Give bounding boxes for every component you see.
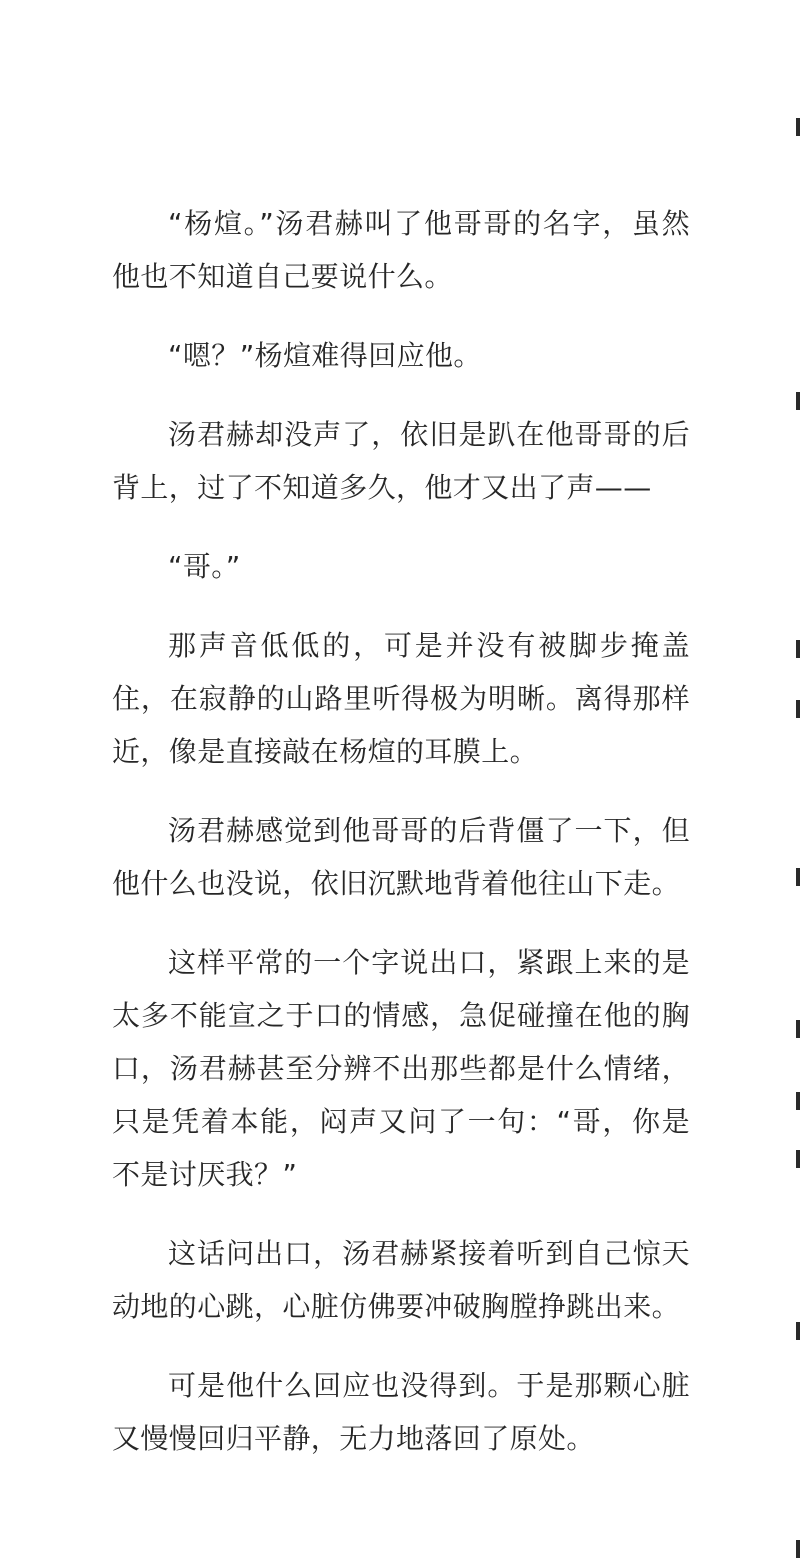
paragraph-9: 可是他什么回应也没得到。于是那颗心脏又慢慢回归平静，无力地落回了原处。 [112, 1369, 690, 1455]
paragraph-8: 这话问出口，汤君赫紧接着听到自己惊天动地的心跳，心脏仿佛要冲破胸膛挣跳出来。 [112, 1237, 690, 1323]
chapter-text [112, 197, 690, 1491]
edge-glyph-fragment [796, 1322, 800, 1340]
edge-glyph-fragment [796, 1540, 800, 1558]
edge-glyph-fragment [796, 392, 800, 410]
paragraph-3: 汤君赫却没声了，依旧是趴在他哥哥的后背上，过了不知道多久，他才又出了声—— [112, 418, 690, 504]
edge-glyph-fragment [796, 640, 800, 658]
paragraph-6: 汤君赫感觉到他哥哥的后背僵了一下，但他什么也没说，依旧沉默地背着他往山下走。 [112, 814, 690, 900]
edge-glyph-fragment [796, 868, 800, 886]
paragraph-4: “哥。” [168, 550, 241, 583]
paragraph-7: 这样平常的一个字说出口，紧跟上来的是太多不能宣之于口的情感，急促碰撞在他的胸口，汤君赫甚至分辨不出那些都是什么情绪，只是凭着本能，闷声又问了一句：“哥，你是不是讨厌我？” [112, 946, 690, 1191]
edge-glyph-fragment [796, 1092, 800, 1110]
edge-glyph-fragment [796, 1020, 800, 1038]
edge-glyph-fragment [796, 700, 800, 718]
edge-glyph-fragment [796, 118, 800, 136]
paragraph-1: “杨煊。”汤君赫叫了他哥哥的名字，虽然他也不知道自己要说什么。 [112, 207, 690, 293]
paragraph-2: “嗯？”杨煊难得回应他。 [168, 339, 482, 372]
paragraph-5: 那声音低低的，可是并没有被脚步掩盖住，在寂静的山路里听得极为明晰。离得那样近，像是直接敲在杨煊的耳膜上。 [112, 629, 690, 768]
edge-glyph-fragment [796, 1150, 800, 1168]
next-page-edge [792, 0, 800, 1557]
